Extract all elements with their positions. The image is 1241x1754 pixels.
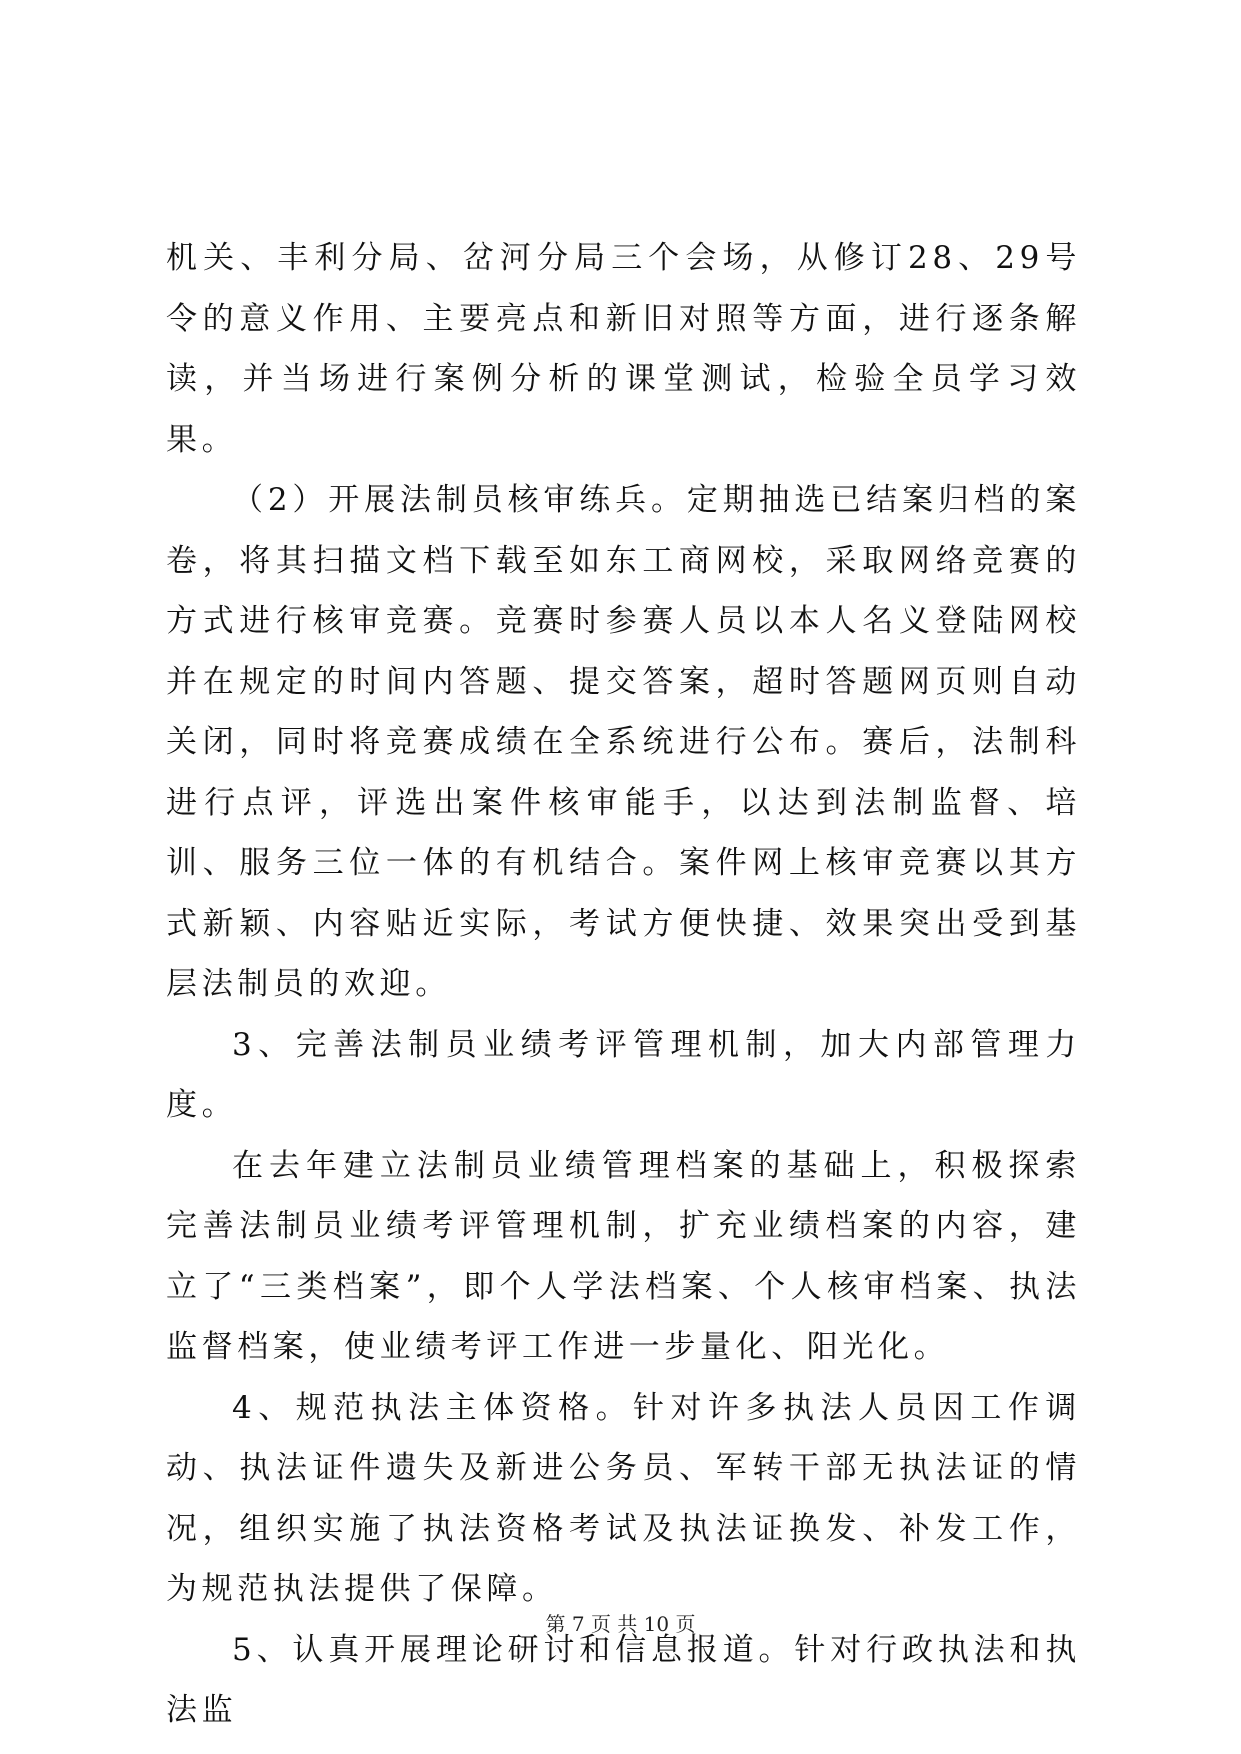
- paragraph-5: 4、规范执法主体资格。针对许多执法人员因工作调动、执法证件遗失及新进公务员、军转干部无执法证的情况，组织实施了执法资格考试及执法证换发、补发工作，为规范执法提供了保障。: [166, 1389, 1081, 1607]
- paragraph-2: （2）开展法制员核审练兵。定期抽选已结案归档的案卷，将其扫描文档下载至如东工商网校，采取网络竞赛的方式进行核审竞赛。竞赛时参赛人员以本人名义登陆网校并在规定的时间内答题、提交答案，超时答题网页则自动关闭，同时将竞赛成绩在全系统进行公布。赛后，法制科进行点评，评选出案件核审能手，以达到法制监督、培训、服务三位一体的有机结合。案件网上核审竞赛以其方式新颖、内容贴近实际，考试方便快捷、效果突出受到基层法制员的欢迎。: [166, 482, 1081, 1002]
- page-footer: [0, 1610, 1241, 1638]
- paragraph-1: 机关、丰利分局、岔河分局三个会场，从修订28、29号令的意义作用、主要亮点和新旧对照等方面，进行逐条解读，并当场进行案例分析的课堂测试，检验全员学习效果。: [166, 240, 1081, 458]
- paragraph-6: 5、认真开展理论研讨和信息报道。针对行政执法和执法监: [166, 1631, 1081, 1728]
- paragraph-4: 在去年建立法制员业绩管理档案的基础上，积极探索完善法制员业绩考评管理机制，扩充业绩档案的内容，建立了“三类档案”，即个人学法档案、个人核审档案、执法监督档案，使业绩考评工作进一步量化、阳光化。: [166, 1147, 1081, 1365]
- body-text: [166, 228, 1081, 1741]
- page-number-label: 第 7 页 共 10 页: [545, 1612, 696, 1636]
- paragraph-3-heading: 3、完善法制员业绩考评管理机制，加大内部管理力度。: [166, 1026, 1081, 1123]
